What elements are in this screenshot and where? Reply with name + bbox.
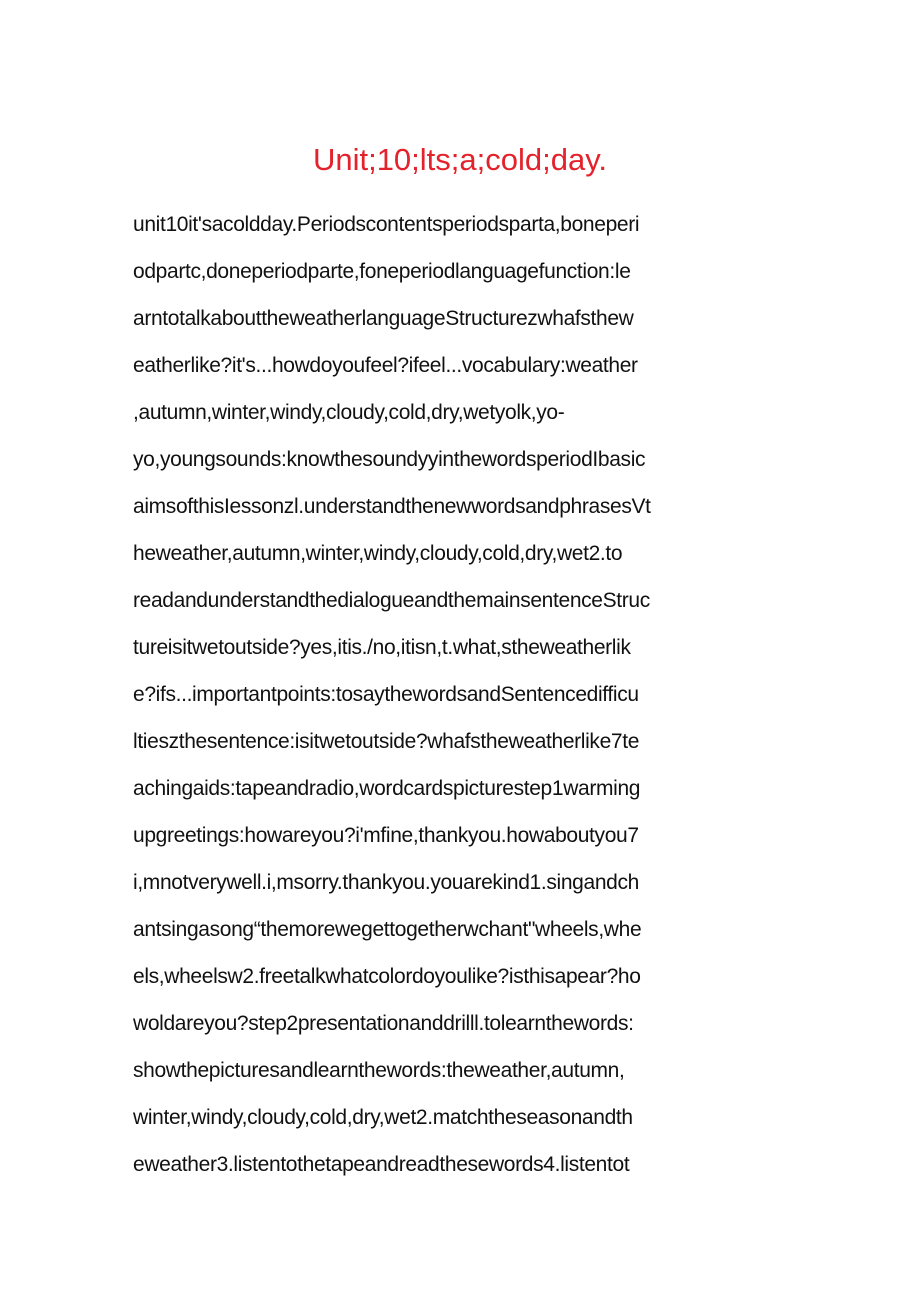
- body-line: antsingasong“themorewegettogetherwchant"wheels,whe: [133, 918, 642, 941]
- body-line: achingaids:tapeandradio,wordcardspicturestep1warming: [133, 777, 641, 800]
- body-line: i,mnotverywell.i,msorry.thankyou.youarekind1.singandch: [133, 871, 639, 894]
- body-line: tureisitwetoutside?yes,itis./no,itisn,t.what,stheweatherlik: [133, 636, 631, 659]
- body-line: arntotalkabouttheweatherlanguageStructurezwhafsthew: [133, 307, 634, 330]
- body-line: els,wheelsw2.freetalkwhatcolordoyoulike?isthisapear?ho: [133, 965, 641, 988]
- page-title: Unit;10;lts;a;cold;day.: [312, 142, 608, 177]
- body-line: odpartc,doneperiodparte,foneperiodlanguagefunction:le: [133, 260, 631, 283]
- body-line: heweather,autumn,winter,windy,cloudy,cold,dry,wet2.to: [133, 542, 623, 565]
- body-line: aimsofthisIessonzl.understandthenewwordsandphrasesVt: [133, 495, 651, 518]
- body-line: woldareyou?step2presentationanddrilll.tolearnthewords:: [133, 1012, 634, 1035]
- body-line: yo,youngsounds:knowthesoundyyinthewordsperiodIbasic: [133, 448, 646, 471]
- body-line: readandunderstandthedialogueandthemainsentenceStruc: [133, 589, 650, 612]
- body-line: eweather3.listentothetapeandreadthesewords4.listentot: [133, 1153, 630, 1176]
- body-line: ltieszthesentence:isitwetoutside?whafstheweatherlike7te: [133, 730, 640, 753]
- document-body: [133, 201, 793, 1188]
- body-line: unit10it'sacoldday.Periodscontentsperiodsparta,boneperi: [133, 213, 640, 236]
- body-line: upgreetings:howareyou?i'mfine,thankyou.howaboutyou7: [133, 824, 639, 847]
- body-line: ,autumn,winter,windy,cloudy,cold,dry,wetyolk,yo-: [133, 401, 565, 424]
- body-line: e?ifs...importantpoints:tosaythewordsandSentencedifficu: [133, 683, 639, 706]
- body-line: showthepicturesandlearnthewords:theweather,autumn,: [133, 1059, 625, 1082]
- body-line: winter,windy,cloudy,cold,dry,wet2.matchtheseasonandth: [133, 1106, 633, 1129]
- body-line: eatherlike?it's...howdoyoufeel?ifeel...vocabulary:weather: [133, 354, 638, 377]
